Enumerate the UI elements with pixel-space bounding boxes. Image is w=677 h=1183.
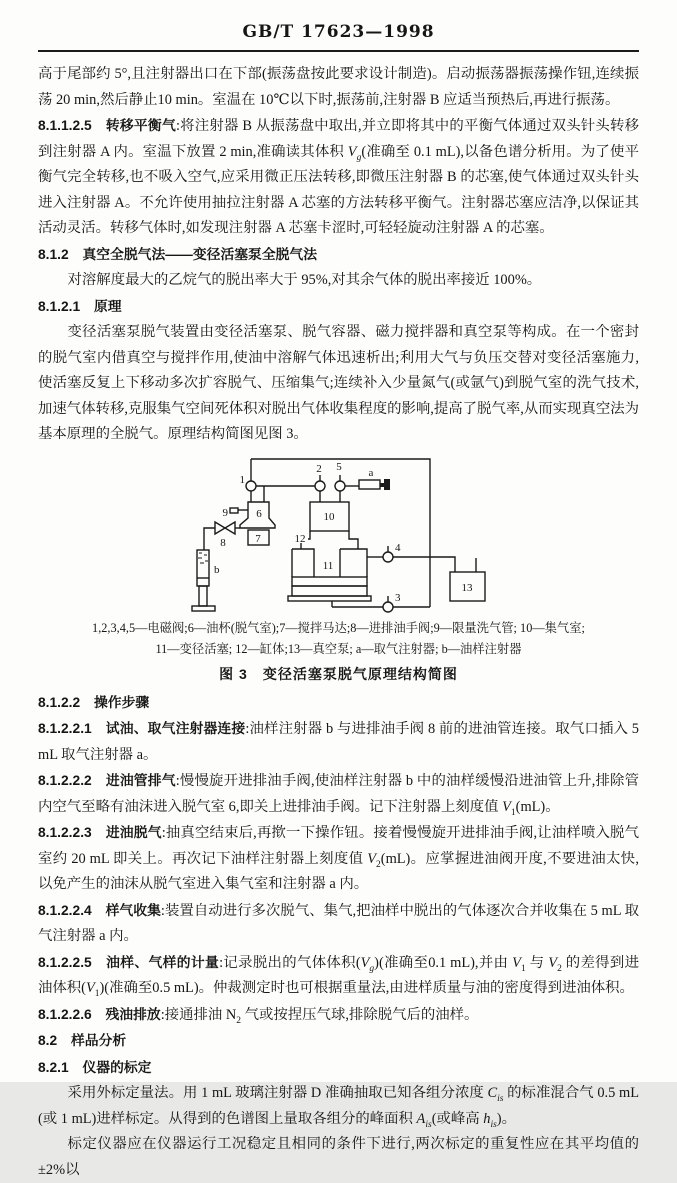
label-syringe-a: a — [368, 466, 373, 479]
purge-tube-9 — [230, 508, 238, 513]
solenoid-valve-5 — [335, 481, 345, 491]
clause-8-1-2-2-3: 8.1.2.2.3 进油脱气:抽真空结束后,再揿一下操作钮。接着慢慢旋开进排油手阀,让油样喷入脱气室约 20 mL 即关上。再次记下油样注射器上刻度值 $V_2(mL)$。应掌握进油阀开度,不要进油太快,以免产生的油沫从脱气室进入集气室和注射器 a 内。 — [38, 825, 640, 892]
solenoid-valve-1 — [246, 481, 256, 491]
label-syringe-b: b — [213, 563, 219, 576]
label-valve-3: 3 — [394, 591, 400, 604]
clause-8-2-1-heading: 8.2.1 仪器的标定 — [38, 1059, 152, 1075]
hand-valve-8 — [215, 522, 235, 534]
figure-title: 图 3 变径活塞泵脱气原理结构简图 — [219, 665, 458, 682]
clause-8-1-2-2-6: 8.1.2.2.6 残油排放:接通排油 $N_2$ 气或按捏压气球,排除脱气后的油样。 — [38, 1006, 479, 1026]
clause-8-1-1-2-5: 8.1.1.2.5 转移平衡气:将注射器 B 从振荡盘中取出,并立即将其中的平衡气体通过双头针头转移到注射器 A 内。室温下放置 2 min,准确读其体积 $V_g$(准确至 0.1 mL),以备色谱分析用。为了使平衡气完全转移,也不吸入空气,应采用微正压法转移,即微压注射器 B 的芯塞,使气体通过双头针头进入注射器 A。不允许使用抽拉注射器 A 芯塞的方法转移平衡气。注射器芯塞应洁净,以保证其活动灵活。转移气体时,如发现注射器 A 芯塞卡涩时,可轻轻旋动注射器 A 的芯塞。 — [38, 118, 639, 236]
label-valve-2: 2 — [315, 462, 322, 475]
label-chamber-10: 10 — [323, 510, 334, 523]
gas-syringe-a — [359, 479, 390, 490]
clause-8-1-2-1-body: 变径活塞泵脱气装置由变径活塞泵、脱气容器、磁力搅拌器和真空泵等构成。在一个密封的脱气室内借真空与搅拌作用,使油中溶解气体迅速析出;利用大气与负压交替对变径活塞施力,使活塞反复上下移动多次扩容脱气、压缩集气;连续补入少量氮气(或氩气)到脱气室的洗气技术,加速气体转移,克服集气空间死体积对脱出气体收集程度的影响,提高了脱气率,从而实现真空法为基本原理的全脱气。原理结构简图见图 3。 — [38, 324, 639, 442]
solenoid-valve-4 — [383, 552, 393, 562]
clause-8-1-2-2-1: 8.1.2.2.1 试油、取气注射器连接:油样注射器 b 与进排油手阀 8 前的进油管连接。取气口插入 5 mL 取气注射器 a。 — [38, 721, 639, 763]
solenoid-valve-3 — [383, 602, 393, 612]
header-rule — [38, 50, 639, 52]
label-cylinder-12: 12 — [294, 532, 305, 545]
label-purge-9: 9 — [222, 506, 228, 519]
pipe-lines — [192, 459, 485, 612]
clause-8-1-2-body: 对溶解度最大的乙烷气的脱出率大于 95%,对其余气体的脱出率接近 100%。 — [67, 272, 542, 288]
solenoid-valve-2 — [315, 481, 325, 491]
label-cup-6: 6 — [255, 507, 262, 520]
clause-8-1-2-heading: 8.1.2 真空全脱气法——变径活塞泵全脱气法 — [38, 246, 318, 262]
piston-11 — [288, 577, 371, 601]
para-continuation: 高于尾部约 5°,且注射器出口在下部(振荡盘按此要求设计制造)。启动振荡器振荡操作钮,连续振荡 20 min,然后静止10 min。室温在 10℃以下时,振荡前,注射器 B 应适当预热后,再进行振荡。 — [38, 66, 639, 108]
clause-8-2-heading: 8.2 样品分析 — [38, 1033, 127, 1048]
clause-8-1-2-1-heading: 8.1.2.1 原理 — [38, 298, 122, 314]
label-pump-13: 13 — [461, 581, 472, 594]
clause-8-2-1-body-2: 标定仪器应在仪器运行工况稳定且相同的条件下进行,两次标定的重复性应在其平均值的 ±2%以 — [38, 1136, 639, 1178]
clause-8-1-2-2-4: 8.1.2.2.4 样气收集:装置自动进行多次脱气、集气,把油样中脱出的气体逐次合并收集在 5 mL 取气注射器 a 内。 — [38, 902, 639, 944]
figure-legend-line2: 11—变径活塞; 12—缸体;13—真空泵; a—取气注射器; b—油样注射器 — [155, 641, 522, 656]
label-piston-11: 11 — [322, 559, 333, 572]
clause-8-1-2-2-5: 8.1.2.2.5 油样、气样的计量:记录脱出的气体体积$(V_g)$(准确至0.1 mL),并由 $V_1$ 与 $V_2$ 的差得到进油体积$(V_1)$(准确至0.5 mL)。仲裁测定时也可根据重量法,由进样质量与油的密度得到进油体积。 — [38, 954, 639, 999]
label-valve-5: 5 — [335, 460, 342, 473]
clause-8-1-2-2-heading: 8.1.2.2 操作步骤 — [38, 694, 150, 710]
label-valve-4: 4 — [394, 541, 400, 554]
figure-3 — [38, 454, 639, 684]
figure-legend-line1: 1,2,3,4,5—电磁阀;6—油杯(脱气室);7—搅拌马达;8—进排油手阀;9—限量洗气管; 10—集气室; — [92, 620, 585, 635]
clause-8-2-1-body-1: 采用外标定量法。用 1 mL 玻璃注射器 D 准确抽取已知各组分浓度 $C_{is}$ 的标准混合气 0.5 mL(或 1 mL)进样标定。从得到的色谱图上量取各组分的峰面积 $A_{is}$(或峰高 $h_{is}$)。 — [38, 1085, 639, 1130]
standard-number: GB/T 17623—1998 — [242, 22, 435, 42]
label-valve-8: 8 — [219, 536, 226, 549]
label-motor-7: 7 — [254, 532, 261, 545]
clause-8-1-2-2-2: 8.1.2.2.2 进油管排气:慢慢旋开进排油手阀,使油样注射器 b 中的油样缓慢沿进油管上升,排除管内空气至略有油沫进入脱气室 6,即关上进排油手阀。记下注射器上刻度值 $V_1(mL)$。 — [38, 773, 639, 818]
label-valve-1: 1 — [239, 473, 245, 486]
oil-syringe-b — [192, 550, 215, 611]
figure-3-diagram — [188, 454, 490, 618]
